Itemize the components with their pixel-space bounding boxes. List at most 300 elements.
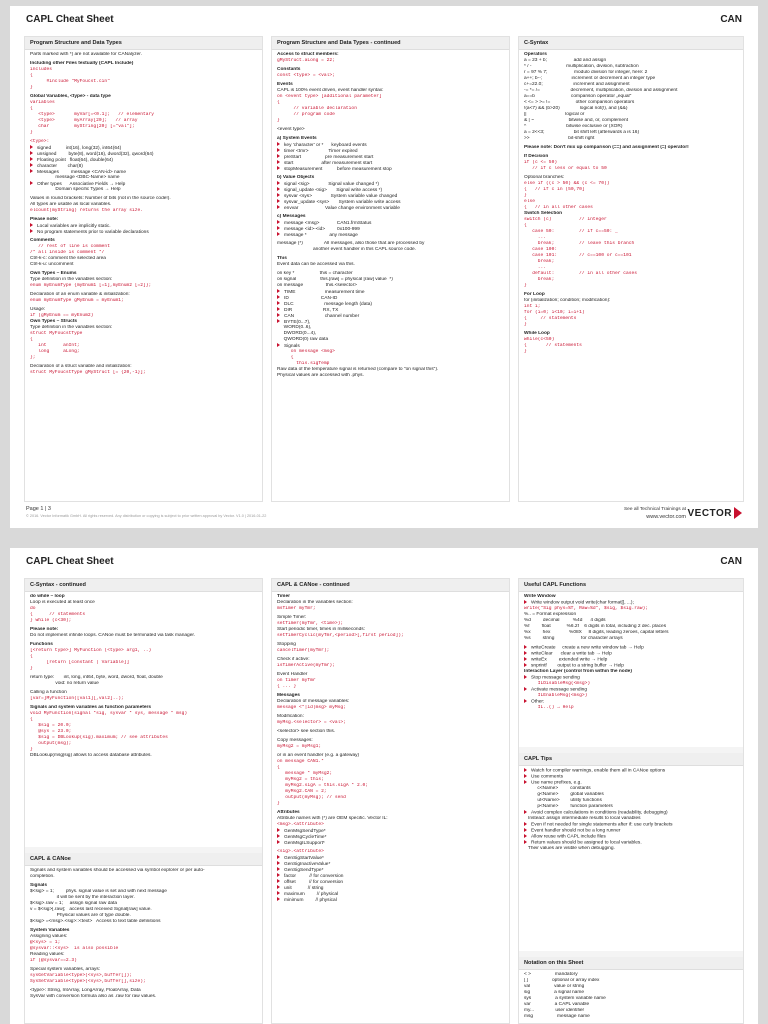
bus-tag: CAN: [720, 14, 742, 25]
bullet-text: Messages message <CAN-id> name: [37, 169, 127, 175]
bullet-arrow-icon: [524, 600, 528, 604]
code-line: {: [277, 765, 280, 770]
bullet-arrow-icon: [277, 307, 281, 311]
bullet-arrow-icon: [524, 663, 528, 667]
vector-logo: [688, 506, 743, 520]
bullet-arrow-icon: [277, 160, 281, 164]
text-line: message (*) All messages, also those that are processed by: [277, 241, 425, 246]
bullet-arrow-icon: [524, 675, 528, 679]
code-line: }: [524, 283, 527, 288]
text-line: g<Name> global variables: [524, 792, 604, 797]
bullet-text: maximum // physical: [284, 891, 339, 897]
bullet-text: Other:: [531, 699, 545, 705]
subheading: do while – loop: [30, 594, 65, 599]
bullet-text: GenMsgSendType*: [284, 828, 326, 834]
bullet-text: unit // string: [284, 885, 324, 891]
section-body: [519, 766, 743, 856]
text-line: sig a signal name: [524, 990, 584, 995]
code-line: int i;: [524, 304, 541, 309]
subheading: This: [277, 256, 287, 261]
code-line: while(c<50): [524, 337, 555, 342]
code-line: setTimer(myTmr, <time>);: [277, 621, 344, 626]
bullet-text: CAN channel number: [284, 313, 360, 319]
code-line: @<sys> = 1;: [30, 940, 61, 945]
bullet-arrow-icon: [277, 220, 281, 224]
code-line: [var=]MyFunction([val1][,val2]..);: [30, 696, 124, 701]
text-line: Special system variables, arrays:: [30, 967, 101, 972]
subheading: Signals and system variables as function parameters: [30, 705, 152, 710]
text-line: Stopping: [277, 642, 296, 647]
bullet-arrow-icon: [30, 229, 34, 233]
code-line: message * myMsg2;: [277, 771, 333, 776]
section-box: [519, 37, 743, 501]
text-line: Reading values:: [30, 952, 65, 957]
section-box: [519, 747, 743, 951]
section-title: Notation on this Sheet: [519, 957, 743, 970]
text-line: %f float %6.2f 6 digits in total, including 2 dec. places: [524, 624, 667, 629]
text-line: -= *= /= decrement, multiplication, division and assignment: [524, 88, 678, 93]
code-line: {: [30, 654, 33, 659]
code-line: $sig = DBLookup(sig).maximum; // see attributes: [30, 735, 168, 740]
code-line: on timer myTmr: [277, 678, 316, 683]
bullet-arrow-icon: [30, 181, 34, 185]
code-line: break;: [524, 259, 555, 264]
bullet-text: GenMsgILSupport*: [284, 840, 325, 846]
code-line: // variable declaration: [277, 106, 357, 111]
bullet-arrow-icon: [277, 205, 281, 209]
text-line: msg message name: [524, 1014, 590, 1019]
code-line: // rest of line is comment: [30, 244, 110, 249]
code-line: includes: [30, 67, 53, 72]
subheading: a) System Events: [277, 136, 317, 141]
code-line: [return [constant | Variable]]: [30, 660, 130, 665]
code-line: setTimerCyclic(myTmr,<period>[,first period]);: [277, 633, 404, 638]
bullet-text: Stop message sending: [531, 675, 580, 681]
page-title: CAPL Cheat Sheet: [26, 14, 114, 25]
code-line: do: [30, 606, 36, 611]
bullet-arrow-icon: [277, 166, 281, 170]
text-line: Copy messages:: [277, 738, 313, 743]
bullet-text: GenSigStartValue*: [284, 855, 324, 861]
text-line: a==b comparison operator „equal": [524, 94, 632, 99]
column-1: [24, 578, 263, 1024]
code-line: { // statements: [524, 343, 582, 348]
code-line: $sig = 20.0;: [30, 723, 72, 728]
bullet-arrow-icon: [277, 879, 281, 883]
subheading: Please note: Don't mix up comparison (==) and assignment (=) operator!: [524, 145, 689, 150]
code-line: // program code: [277, 112, 335, 117]
code-line: message <*|id|msg> myMsg;: [277, 705, 346, 710]
code-line: default: // in all other cases: [524, 271, 638, 276]
bullet-arrow-icon: [277, 885, 281, 889]
text-line: void: no return value: [30, 681, 99, 686]
text-line: ^ bitwise exclusive or (XOR): [524, 124, 623, 129]
bullet-text: signed int(16), long(32), int64(64): [37, 145, 122, 151]
bullet-text: timer <tmr> Timer expired: [284, 148, 358, 154]
code-line: if (@sysvar==2.3): [30, 958, 77, 963]
subheading: Signals: [30, 883, 48, 888]
bullet-text: Floating point float(64), double(64): [37, 157, 113, 163]
section-title: CAPL Tips: [519, 753, 743, 766]
bullet-text: Event handler should not be a long runner: [531, 828, 621, 834]
section-box: [25, 847, 262, 1023]
bullet-arrow-icon: [277, 873, 281, 877]
bullet-text: writeClear clear a write tab → Help: [531, 651, 612, 657]
code-line: [<return type>] MyFunction (<type> arg1, ..): [30, 648, 152, 653]
text-line: return type: int, long, int64, byte, word, dword, float, double: [30, 675, 163, 680]
text-line: Calling a function: [30, 690, 67, 695]
text-line: Physical values are of type double.: [30, 913, 131, 918]
text-line: sys a system variable name: [524, 996, 606, 1001]
code-line: sysGetVariable<type>(<sys>,buffer[]);: [30, 973, 132, 978]
text-line: <event type>: [277, 127, 305, 132]
code-line: <type> myArray[20]; // array: [30, 118, 138, 123]
text-line: WORD(0..6),: [277, 325, 312, 330]
bullet-arrow-icon: [30, 223, 34, 227]
code-line: on message CAN1.*: [277, 759, 324, 764]
bullet-text: GenMsgCycleTime*: [284, 834, 327, 840]
text-line: Type definition in the variables section:: [30, 277, 113, 282]
bullet-arrow-icon: [524, 822, 528, 826]
code-line: ILEnableMsg(<msg>): [524, 693, 588, 698]
subheading: Global Variables, <type> - data type: [30, 94, 111, 99]
text-line: Declaration in the variables section:: [277, 600, 353, 605]
text-line: SysVar with conversion formula also as .raw for raw values.: [30, 994, 157, 999]
bullet-arrow-icon: [524, 657, 528, 661]
code-line: gMyStruct.aLong = 22;: [277, 58, 335, 63]
text-line: Start periodic timer, times in milliseconds:: [277, 627, 365, 632]
bullet-arrow-icon: [524, 810, 528, 814]
text-line: Check if active:: [277, 657, 310, 662]
page-header: [26, 556, 742, 572]
text-line: Values in round brackets: Number of bits (not in the source code!).: [30, 196, 171, 201]
bullet-text: start after measurement start: [284, 160, 373, 166]
section-box: [25, 579, 262, 847]
code-line: else if ((c > 50) && (c <= 70)): [524, 181, 610, 186]
website-link[interactable]: www.vector.com: [646, 514, 686, 520]
code-line: enum myEnumType gMyEnum = myEnum1;: [30, 298, 124, 303]
text-line: CAPL is 100% event driven, event handler syntax:: [277, 88, 384, 93]
column-2: [271, 578, 510, 1024]
section-title: Program Structure and Data Types - continued: [272, 37, 509, 50]
code-line: myMsg2 = myMsg1;: [277, 744, 322, 749]
text-line: Modification:: [277, 714, 304, 719]
code-line: };: [30, 355, 36, 360]
text-line: another event handler in this CAPL source code.: [277, 247, 417, 252]
code-line: }: [524, 349, 527, 354]
bullet-text: Even if not needed for single statements after if: use curly brackets: [531, 822, 673, 828]
bullet-text: message <id>-<id> 0x100-999: [284, 226, 360, 232]
bullet-text: signal_update <sig> Signal write access *): [284, 187, 383, 193]
bullet-text: Avoid complex calculations in conditions (readability, debugging): [531, 810, 668, 816]
subheading: Constants: [277, 67, 301, 72]
bullet-arrow-icon: [30, 169, 34, 173]
subheading: Access to struct members:: [277, 52, 339, 57]
subheading: For Loop: [524, 292, 545, 297]
text-line: Physical values are accessed with .phys.: [277, 373, 364, 378]
section-title: C-Syntax: [519, 37, 743, 50]
code-line: ...: [524, 265, 547, 270]
text-line: val value or string: [524, 984, 585, 989]
section-body: [272, 592, 509, 907]
column-3: [518, 578, 744, 1024]
code-line: const <type> = <val>;: [277, 73, 335, 78]
bullet-text: Activate message sending: [531, 687, 587, 693]
bullet-arrow-icon: [524, 687, 528, 691]
bullet-arrow-icon: [277, 181, 281, 185]
bullet-arrow-icon: [277, 828, 281, 832]
bullet-text: No program statements prior to variable declarations: [37, 229, 149, 235]
text-line: >> bit-shift right: [524, 136, 595, 141]
text-line: < <= > >= != other comparison operators: [524, 100, 635, 105]
subheading: Messages: [277, 693, 300, 698]
code-line: struct MyFoucstType: [30, 331, 83, 336]
code-line: }: [524, 193, 527, 198]
section-body: [519, 592, 743, 715]
code-line: }: [524, 322, 527, 327]
text-line: Signals and system variables should be accessed via symbol explorer or per auto-: [30, 868, 205, 873]
text-line: a = 23 + b; add and assign: [524, 58, 607, 63]
bullet-arrow-icon: [277, 861, 281, 865]
bullet-text: Use comments: [531, 774, 563, 780]
subheading: Please note:: [30, 217, 59, 222]
subheading: Please note:: [30, 627, 59, 632]
bullet-arrow-icon: [30, 157, 34, 161]
code-line: myMsg.<selector> = <val>;: [277, 720, 346, 725]
bullet-arrow-icon: [277, 199, 281, 203]
code-line: if (c <= 50): [524, 160, 558, 165]
code-line: }: [30, 666, 33, 671]
bullet-arrow-icon: [277, 289, 281, 293]
code-line: } while (c<30);: [30, 618, 72, 623]
text-line: my... user identifier: [524, 1008, 585, 1013]
code-line: cancelTimer(myTmr);: [277, 648, 330, 653]
text-line: Ctrl-k-c: comment the selected area: [30, 256, 106, 261]
subheading: Events: [277, 82, 293, 87]
text-line: Declaration of an enum variable & initialization:: [30, 292, 130, 297]
text-line: it will be sent by the interaction layer.: [30, 895, 135, 900]
bullet-text: Return values should be assigned to local variables.: [531, 840, 642, 846]
text-line: c+=22.0; increment and assignment: [524, 82, 630, 87]
code-line: myMsg2.sigA = this.sigA * 2.0;: [277, 783, 368, 788]
bullet-text: snprintf output to a string buffer → Help: [531, 663, 624, 669]
code-line: /* all inside is comment */: [30, 250, 105, 255]
text-line: Simple Timer:: [277, 615, 307, 620]
code-line: on message <msg>: [277, 349, 335, 354]
bullet-text: sysvar_update <sys> System variable write access: [284, 199, 401, 205]
section-box: [272, 37, 509, 501]
bullet-arrow-icon: [277, 891, 281, 895]
code-line: <msg>.<attribute>: [277, 822, 324, 827]
bullet-arrow-icon: [524, 699, 528, 703]
section-body: [25, 866, 262, 1004]
text-line: [ ] optional or array index: [524, 978, 600, 983]
code-line: on <event type> [additional parameter]: [277, 94, 382, 99]
code-line: }: [30, 130, 33, 135]
page-header: [26, 14, 742, 30]
text-line: $<sig> =<msg>.<sig>::<text> Access to text table definitions: [30, 919, 161, 924]
code-line: {: [524, 223, 527, 228]
copyright-notice: © 2016. Vector Informatik GmbH. All rights reserved. Any distribution or copying is subject to prior written approval by Vector. V1.0 | 2016-01-22: [26, 514, 267, 518]
code-line: {: [277, 100, 280, 105]
code-line: output(msg);: [30, 741, 72, 746]
text-line: %x hex %08X 8 digits, leading zeroes, capital letters: [524, 630, 669, 635]
subheading: System Variables: [30, 928, 70, 933]
bullet-arrow-icon: [524, 651, 528, 655]
bullet-item: [277, 897, 504, 903]
text-line: DBLookup(msg|sig) allows to access database attributes.: [30, 753, 152, 758]
text-line: %d decimal %4d 4 digits: [524, 618, 606, 623]
subheading: Attributes: [277, 810, 300, 815]
text-line: Domain specific Types → Help: [30, 187, 121, 192]
code-line: long aLong;: [30, 349, 80, 354]
code-line: { // in all other cases: [524, 205, 593, 210]
code-line: <type>:: [30, 139, 50, 144]
code-line: break;: [524, 277, 555, 282]
text-line: Attribute names with (*) are OEM specific. Vector IL:: [277, 816, 388, 821]
code-line: msTimer myTmr;: [277, 606, 316, 611]
subheading: b) Value Objects: [277, 175, 315, 180]
cheat-sheet-page-2: [10, 548, 758, 1024]
bullet-text: writeCreate create a new write window tab → Help: [531, 645, 644, 651]
code-line: case 100:: [524, 247, 558, 252]
code-line: <type> myVar[=<0.1]; // elementary: [30, 112, 155, 117]
code-line: { // statements: [30, 612, 86, 617]
code-line: write("Sig phys=%f, Raw=%d", $sig, $sig.raw);: [524, 606, 649, 611]
bullet-arrow-icon: [524, 774, 528, 778]
trainings-note: See all Technical Trainings at: [623, 507, 686, 512]
bullet-text: minimum // physical: [284, 897, 337, 903]
bullet-arrow-icon: [524, 780, 528, 784]
text-line: on key * this = character: [277, 271, 353, 276]
code-line: { // statements: [524, 316, 577, 321]
bullet-text: Use name prefixes, e.g.: [531, 780, 582, 786]
subheading: Switch Selection: [524, 211, 563, 216]
code-line: SysSetVariable<type>(<sys>,buffer[],size);: [30, 979, 146, 984]
bullet-arrow-icon: [277, 148, 281, 152]
bullet-arrow-icon: [524, 768, 528, 772]
subheading: c) Messages: [277, 214, 306, 219]
bullet-arrow-icon: [277, 897, 281, 901]
section-title: CAPL & CANoe - continued: [272, 579, 509, 592]
vector-logo-text: VECTOR: [687, 507, 732, 519]
column-2: [271, 36, 510, 502]
code-line: char myString[20] [="val"];: [30, 124, 135, 129]
code-line: @sysvar::<sys> is also possible: [30, 946, 119, 951]
bullet-text: writeEx extended write → Help: [531, 657, 608, 663]
bullet-text: key 'character' or * keyboard events: [284, 142, 367, 148]
bullet-text: TIME measurement time: [284, 289, 365, 295]
text-line: DWORD(0...4),: [277, 331, 317, 336]
column-3: [518, 36, 744, 502]
text-line: Ctrl-k-u: uncomment: [30, 262, 74, 267]
code-line: break; // leave this branch: [524, 241, 635, 246]
bullet-text: Write window output void write(char format[], ...);: [531, 600, 634, 606]
code-line: for (i=0; i<10; i=i+1): [524, 310, 585, 315]
bullet-arrow-icon: [277, 840, 281, 844]
subheading: Write Window: [524, 594, 556, 599]
bullet-text: Signals: [284, 343, 300, 349]
subheading: While Loop: [524, 331, 550, 336]
code-line: #include "MyFoucst.cin": [30, 79, 110, 84]
code-line: ...: [524, 235, 547, 240]
text-line: %.. = Format expression: [524, 612, 577, 617]
bullet-arrow-icon: [524, 834, 528, 838]
bullet-arrow-icon: [277, 343, 281, 347]
section-box: [519, 951, 743, 1023]
text-line: Parts marked with *) are not available for CANalyzer.: [30, 52, 142, 57]
section-body: [519, 970, 743, 1023]
text-line: on signal this.[raw] = physical [raw] value *): [277, 277, 393, 282]
bullet-text: BYTE(0...7),: [284, 319, 311, 325]
bullet-text: GenSigSendType*: [284, 867, 324, 873]
code-line: switch (c) // integer: [524, 217, 607, 222]
text-line: $<sig>.raw = 1; assign signal raw data: [30, 901, 118, 906]
text-line: Raw data of the temperature signal is returned (compare to "on signal this").: [277, 367, 439, 372]
code-line: {: [277, 355, 294, 360]
code-line: <sig>.<attribute>: [277, 849, 324, 854]
subheading: Including other Files textually (CAPL Include): [30, 61, 134, 66]
text-line: $<sig> = 1; phys. signal value is set and with next message: [30, 889, 167, 894]
code-line: variables: [30, 100, 55, 105]
bullet-arrow-icon: [277, 226, 281, 230]
text-line: for (initialization; condition; modification):: [524, 298, 611, 303]
text-line: Do not implement infinite loops. CANoe must be terminated via task manager.: [30, 633, 196, 638]
code-line: output(myMsg); // send: [277, 795, 346, 800]
subheading: If Decision: [524, 154, 549, 159]
text-line: Assigning values:: [30, 934, 68, 939]
text-line: Declaration of message variables:: [277, 699, 350, 704]
text-line: a++; b--; increment or decrement an integer type: [524, 76, 656, 81]
column-1: [24, 36, 263, 502]
bullet-text: ID CAN-ID: [284, 295, 338, 301]
bullet-text: GenSigInactiveValue*: [284, 861, 331, 867]
bullet-text: Allow reuse with CAPL include files: [531, 834, 606, 840]
code-line: case 101: // c==100 or c==101: [524, 253, 632, 258]
section-body: [25, 50, 262, 380]
text-line: < > mandatory: [524, 972, 578, 977]
bullet-arrow-icon: [277, 142, 281, 146]
section-body: [25, 592, 262, 763]
text-line: QWORD(0) raw data: [277, 337, 329, 342]
text-line: completion.: [30, 874, 55, 879]
section-title: C-Syntax - continued: [25, 579, 262, 592]
section-body: [272, 50, 509, 383]
bullet-text: Watch for compiler warnings, enable them all in CANoe options: [531, 768, 666, 774]
bullet-arrow-icon: [277, 867, 281, 871]
code-line: IL..() → Help: [524, 705, 574, 710]
bullet-text: message * any message: [284, 232, 358, 238]
code-line: {: [30, 106, 33, 111]
code-line: }: [30, 747, 33, 752]
code-line: myMsg2.CAN = 2;: [277, 789, 327, 794]
bullet-text: sysvar <sys> System variable value changed: [284, 193, 398, 199]
bullet-arrow-icon: [277, 301, 281, 305]
cheat-sheet-page-1: [10, 6, 758, 528]
code-line: void MyFunction(signal *sig, sysvar * sys, message * msg): [30, 711, 188, 716]
bullet-arrow-icon: [277, 834, 281, 838]
bullet-text: stopMeasurement before measurement stop: [284, 166, 392, 172]
page-title: CAPL Cheat Sheet: [26, 556, 114, 567]
bullet-arrow-icon: [277, 295, 281, 299]
bullet-text: unsigned byte(8), word(16), dword(32), qword(64): [37, 151, 154, 157]
code-line: { ... }: [277, 684, 297, 689]
text-line: <type>: String, IntArray, LongArray, FloatArray, Data: [30, 988, 141, 993]
code-line: struct MyFoucstType gMyStruct [= {20,-1}];: [30, 370, 146, 375]
bullet-arrow-icon: [524, 840, 528, 844]
text-line: Event data can be accessed via this.: [277, 262, 355, 267]
text-line: c<Name> constants: [524, 786, 591, 791]
